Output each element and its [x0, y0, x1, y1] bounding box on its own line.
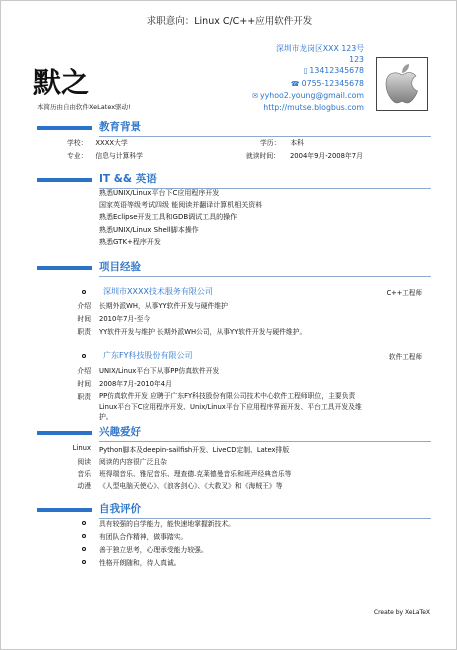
- education-title: 教育背景: [99, 121, 141, 133]
- education-section: [37, 119, 437, 137]
- address-line-1: 深圳市龙岗区XXX 123号: [276, 44, 364, 53]
- address-line-2: 123: [349, 55, 364, 65]
- hobby-label: Linux: [72, 444, 91, 452]
- website-row: [252, 102, 364, 113]
- email-link[interactable]: yyhoo2.young@gmail.com: [260, 90, 364, 100]
- duty-value: YY软件开发与维护 长期外派WH公司，从事YY软件开发与硬件维护。: [99, 328, 307, 336]
- intro-label: 介绍: [77, 367, 91, 375]
- duty-label: 职责: [77, 393, 91, 401]
- email-icon: ✉: [252, 91, 259, 100]
- time-label: 时间: [77, 380, 91, 388]
- degree-value: 本科: [290, 139, 304, 147]
- section-accent-bar: [37, 431, 92, 435]
- experience-header: [37, 259, 437, 277]
- create-note: Create by XeLaTeX: [373, 609, 430, 616]
- hobby-value: 阅读的内容很广泛且杂: [99, 458, 167, 466]
- hobby-value: Python脚本及deepin-sailfish开发、LiveCD定制、Latex排版: [99, 446, 290, 454]
- bullet-icon: [82, 547, 86, 551]
- mobile-row: [252, 65, 364, 77]
- list-item: 熟悉UNIX/Linux Shell脚本操作: [99, 225, 199, 234]
- email-row: [252, 90, 364, 102]
- hobbies-section: [37, 424, 437, 442]
- list-item: 具有较强的自学能力，能快速地掌握新技术。: [99, 520, 235, 528]
- hobby-label: 动漫: [77, 482, 91, 490]
- hobbies-title: 兴趣爱好: [99, 426, 141, 438]
- profile-photo: [376, 57, 428, 111]
- list-item: 国家英语等级考试四级 能阅读并翻译计算机相关资料: [99, 201, 263, 210]
- hobby-value: 班得瑞音乐、雅尼音乐、理查德.克莱德曼音乐和班声经典音乐等: [99, 470, 292, 478]
- generator-note: 本简历由自由软件XeLatex驱动!: [37, 103, 131, 111]
- intro-label: 介绍: [77, 302, 91, 310]
- section-accent-bar: [37, 126, 92, 130]
- experience-title: 项目经验: [99, 261, 141, 273]
- study-time-label: 就读时间：: [246, 152, 280, 160]
- hobby-label: 阅读: [77, 458, 91, 466]
- phone-row: [252, 78, 364, 90]
- experience-section: [37, 259, 437, 277]
- section-accent-bar: [37, 178, 92, 182]
- contact-block: [252, 43, 364, 113]
- duty-label: 职责: [77, 328, 91, 336]
- list-item: 性格开朗随和，待人真诚。: [99, 559, 181, 567]
- phone-number[interactable]: 0755-12345678: [301, 78, 364, 88]
- mobile-number[interactable]: 13412345678: [309, 66, 364, 76]
- bullet-icon: [82, 560, 86, 564]
- education-time: [246, 150, 363, 160]
- skills-list: [99, 187, 262, 248]
- major-value: 信息与计算科学: [95, 152, 143, 160]
- duty-line: 护。: [99, 413, 113, 421]
- hobby-label: 音乐: [77, 470, 91, 478]
- education-school: [67, 137, 128, 147]
- position-title: 求职意向：Linux C/C++应用软件开发: [146, 16, 313, 27]
- major-label: 专业：: [67, 152, 88, 160]
- self-evaluation-section: [37, 501, 437, 519]
- bullet-icon: [82, 290, 86, 294]
- education-major: [67, 150, 143, 160]
- self-evaluation-header: [37, 501, 437, 519]
- job-role: C++工程师: [386, 289, 422, 297]
- mobile-phone-icon: ▯: [303, 67, 308, 76]
- time-value: 2010年7月-至今: [99, 315, 151, 323]
- self-evaluation-title: 自我评价: [99, 503, 141, 515]
- bullet-icon: [82, 354, 86, 358]
- intro-value: UNIX/Linux平台下从事PP仿真软件开发: [99, 367, 220, 375]
- hobby-value: 《人型电脑天使心》、《浪客剑心》、《大救叉》和《海贼王》等: [99, 482, 283, 490]
- time-value: 2008年7月-2010年4月: [99, 380, 172, 388]
- list-item: 善于独立思考，心理承受能力较强。: [99, 546, 208, 554]
- education-header: [37, 119, 437, 137]
- candidate-name: 默之: [33, 66, 90, 99]
- bullet-icon: [82, 534, 86, 538]
- time-label: 时间: [77, 315, 91, 323]
- study-time-value: 2004年9月-2008年7月: [289, 152, 363, 160]
- duty-line: Linux平台下C应用程序开发、Unix/Linux平台下应用程序界面开发、平台工具开发及维: [99, 402, 362, 411]
- apple-logo-icon: [382, 62, 422, 106]
- job-role: 软件工程师: [389, 353, 422, 361]
- company-name: 广东FY科技股份有限公司: [103, 351, 193, 360]
- list-item: 熟悉Eclipse开发工具和GDB调试工具的操作: [99, 213, 238, 222]
- intro-value: 长期外派WH，从事YY软件开发与硬件维护: [99, 302, 228, 310]
- section-rule: [99, 441, 431, 442]
- duty-value: [99, 391, 362, 423]
- bullet-icon: [82, 521, 86, 525]
- list-item: 熟悉GTK+程序开发: [99, 237, 161, 246]
- list-item: 有团队合作精神，做事踏实。: [99, 533, 188, 541]
- skills-title: IT && 英语: [99, 173, 157, 185]
- hobbies-header: [37, 424, 437, 442]
- degree-label: 学历：: [260, 139, 281, 147]
- telephone-icon: ☎: [290, 79, 300, 88]
- company-name: 深圳市XXXX技术服务有限公司: [103, 287, 213, 296]
- education-degree: [260, 137, 304, 147]
- section-accent-bar: [37, 508, 92, 512]
- school-label: 学校：: [67, 139, 88, 147]
- list-item: 熟悉UNIX/Linux平台下C应用程序开发: [99, 189, 220, 197]
- school-value: XXXX大学: [95, 139, 128, 147]
- website-link[interactable]: http://mutse.blogbus.com: [263, 103, 364, 113]
- section-accent-bar: [37, 266, 92, 270]
- section-rule: [99, 276, 431, 277]
- duty-line: PP仿真软件开发 应聘于广东FY科技股份有限公司技术中心软件工程师职位，主要负责: [99, 392, 356, 400]
